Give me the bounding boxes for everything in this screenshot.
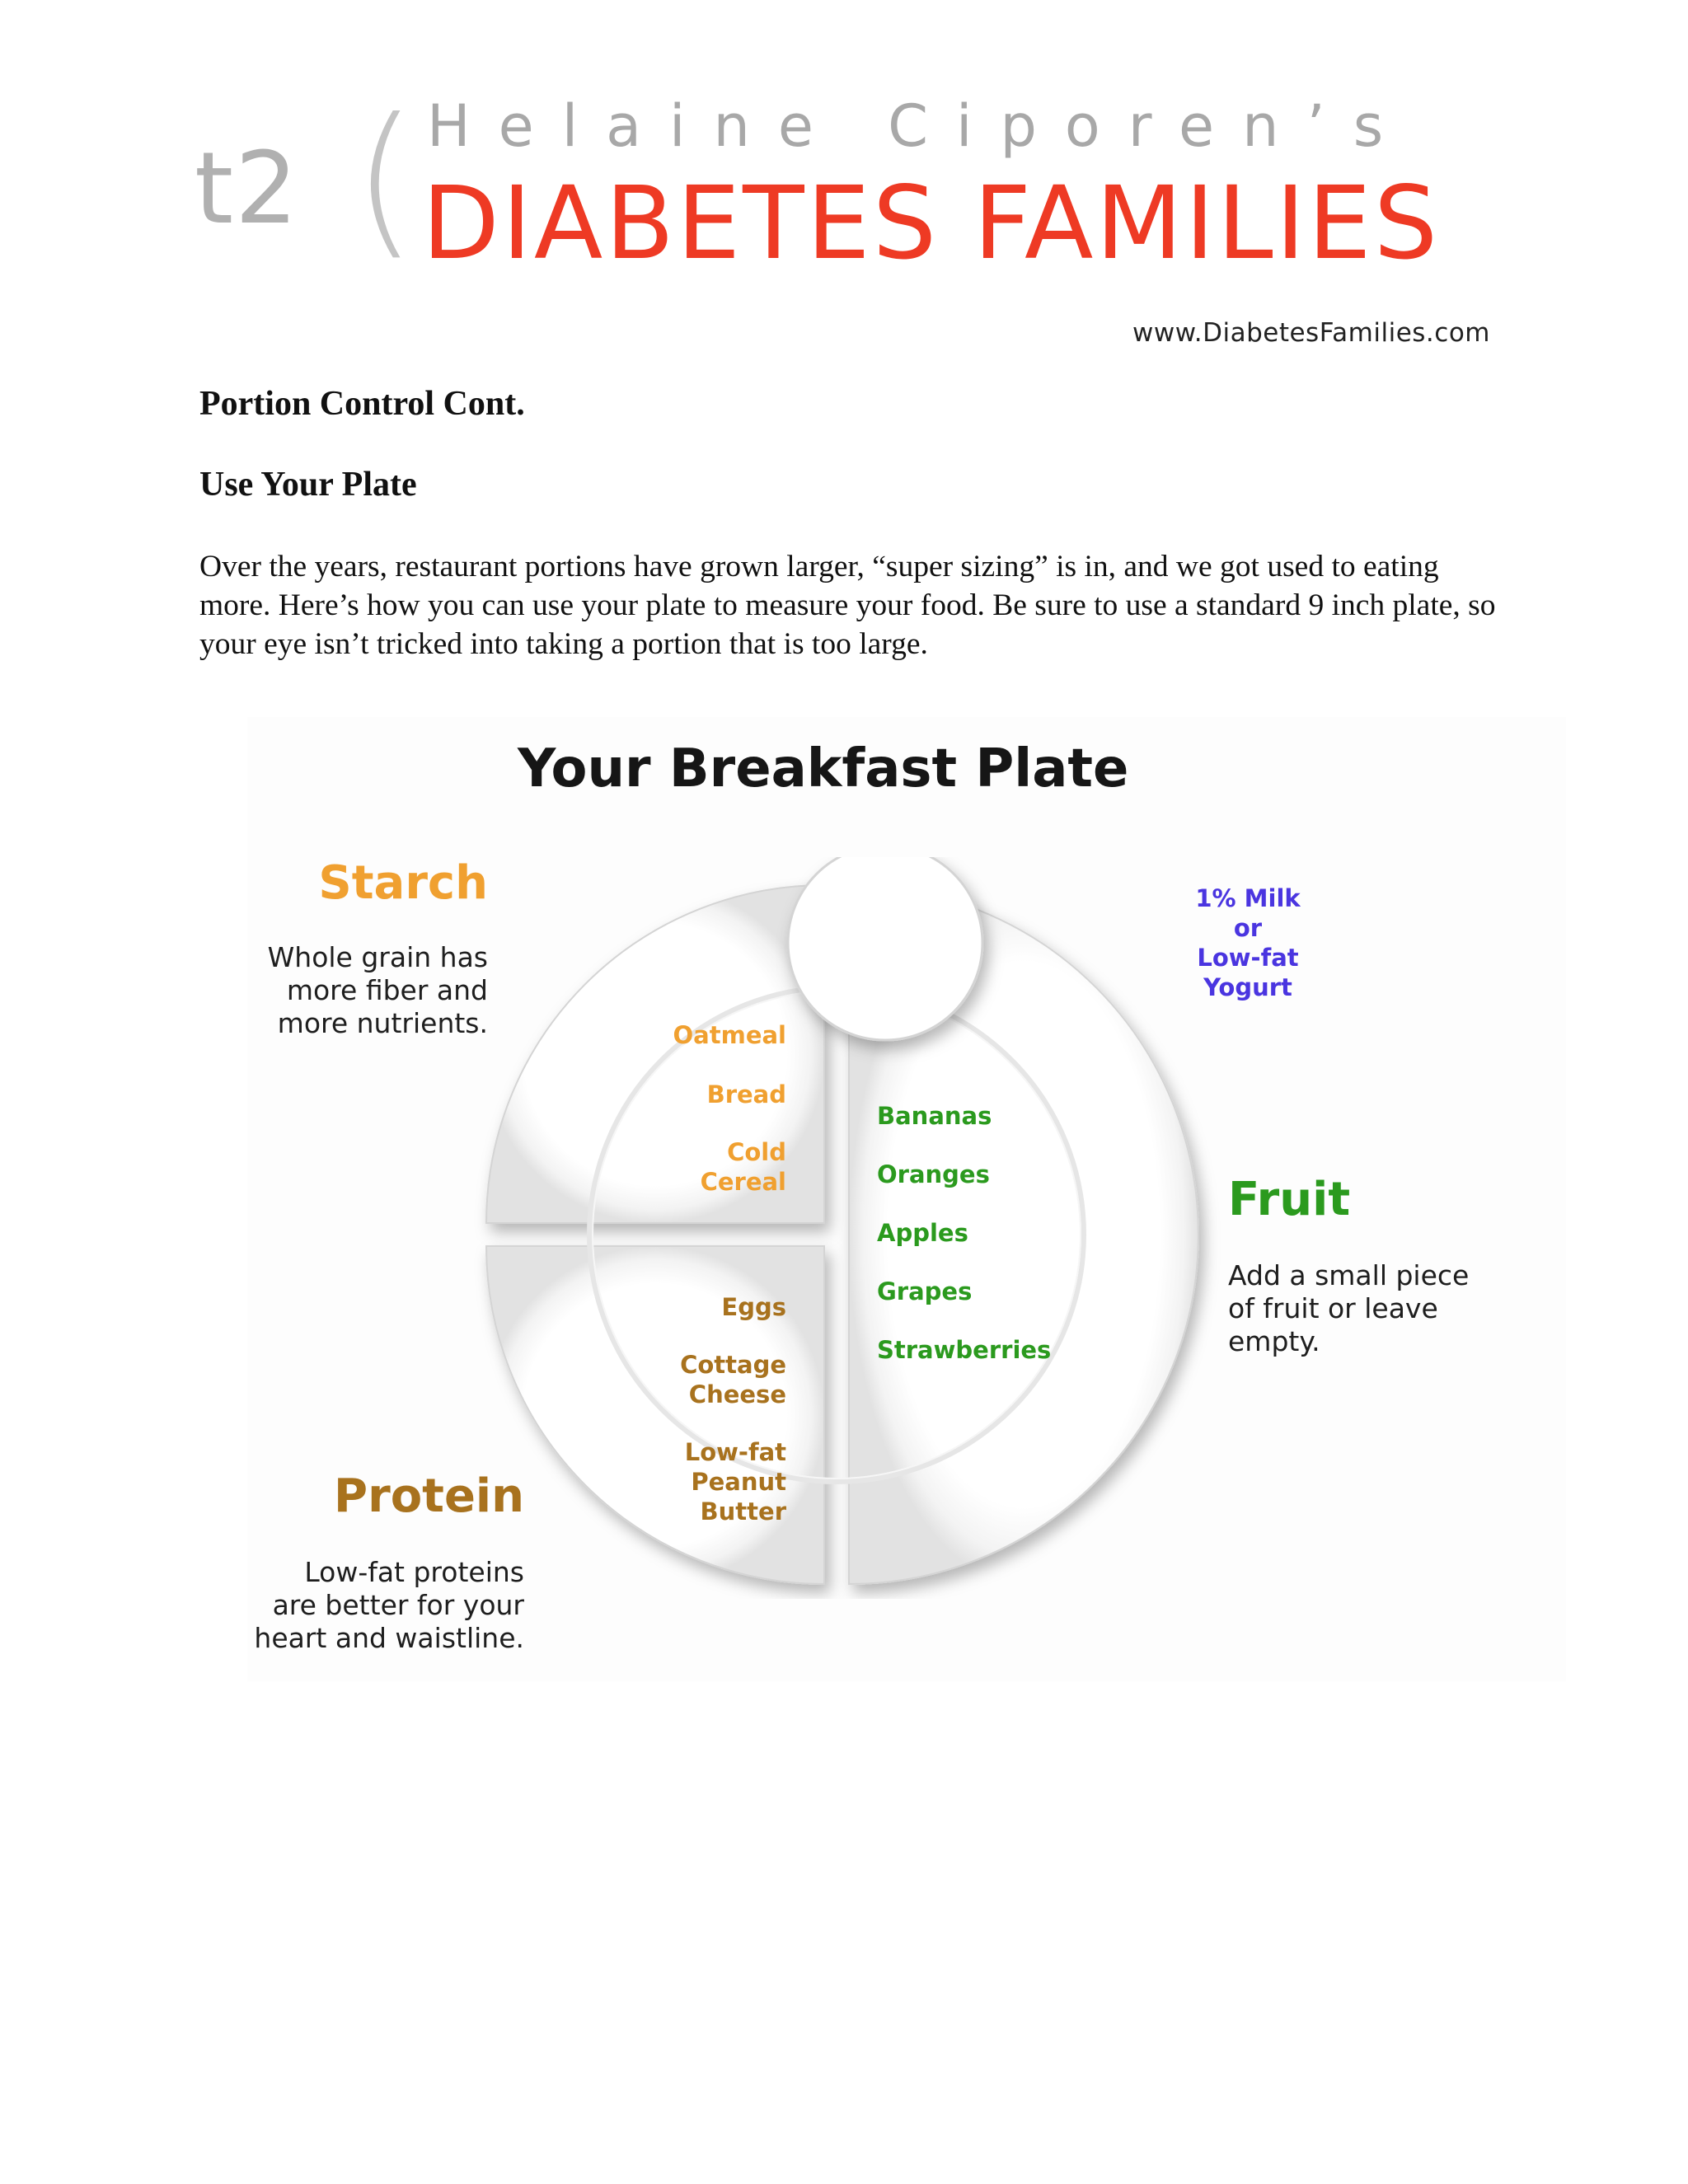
protein-item: Cottage Cheese <box>680 1351 786 1408</box>
milk-circle <box>788 857 982 1040</box>
starch-description: Whole grain has more fiber and more nutrients. <box>267 941 488 1039</box>
logo-title: DIABETES FAMILIES <box>422 165 1441 282</box>
starch-heading: Starch <box>318 856 488 910</box>
body-paragraph: Over the years, restaurant portions have grown larger, “super sizing” is in, and we got used to eating more. Here’s how you can use your plate to measure your food. Be sure to use a standard 9 inch plate, so your eye isn’t tricked into taking a portion that is too large. <box>199 550 1496 661</box>
starch-item: Cold Cereal <box>700 1138 786 1196</box>
milk-yogurt-label: 1% Milk or Low-fat Yogurt <box>1195 884 1301 1001</box>
fruit-heading: Fruit <box>1228 1173 1351 1226</box>
logo-parenthesis: ( <box>353 83 418 275</box>
protein-item: Low-fat Peanut Butter <box>684 1438 786 1526</box>
fruit-item: Strawberries <box>877 1336 1052 1364</box>
section-heading: Portion Control Cont. <box>199 385 525 423</box>
fruit-item: Apples <box>877 1219 968 1247</box>
fruit-item: Oranges <box>877 1160 990 1188</box>
starch-item: Oatmeal <box>673 1021 786 1049</box>
fruit-item: Bananas <box>877 1102 992 1130</box>
site-url[interactable]: www.DiabetesFamilies.com <box>1132 318 1490 348</box>
plate-illustration <box>462 857 1236 1599</box>
protein-item: Eggs <box>721 1293 786 1321</box>
logo-author: Helaine Ciporen’s <box>427 92 1412 160</box>
fruit-item: Grapes <box>877 1277 973 1305</box>
figure-title: Your Breakfast Plate <box>518 738 1129 799</box>
starch-item: Bread <box>706 1080 786 1108</box>
fruit-description: Add a small piece of fruit or leave empty. <box>1228 1259 1470 1357</box>
protein-heading: Protein <box>334 1469 524 1523</box>
section-subheading: Use Your Plate <box>199 466 417 504</box>
logo-t2: t2 <box>195 132 300 246</box>
protein-description: Low-fat proteins are better for your heart and waistline. <box>254 1556 524 1654</box>
